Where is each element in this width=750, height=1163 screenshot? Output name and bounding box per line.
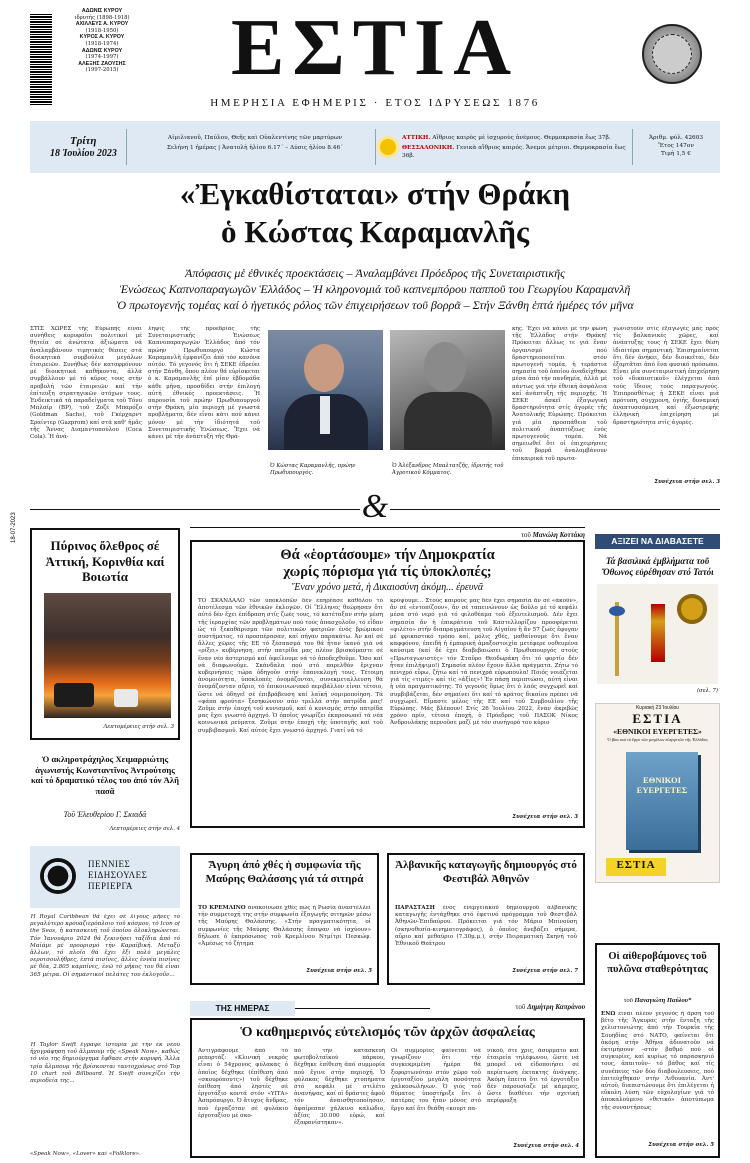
bottom-column-3: Οἱ συμμορίες φαίνεται νά γνωρίζουν ὅτι τήν συγκεκριμένη ἡμέρα θά ξεφορτωνόταν στόν χῶρο τοῦ ἐργοταξίου μεγάλη ποσότητα χαλκοσωλήνων. Ὁ γιός τοῦ θύματος ὑποστήριξε ὅτι ὁ πατέρας του ἦταν μόνος στό ἔργο καί ὅτι θεάθη «κουρτ πα-	[391, 1048, 481, 1112]
founder-name: ΑΔΩΝΙΣ ΚΥΡΟΥ	[81, 8, 123, 14]
founder-years: (1918-1950)	[85, 27, 119, 34]
continued-link[interactable]: Λεπτομέρειες στήν σελ. 4	[109, 826, 180, 832]
lead-word: ΤΟ ΚΡΕΜΛΙΝΟ	[198, 905, 246, 911]
short-news-item: «Speak Now», «Lover» καί «Folklore».	[30, 1151, 141, 1157]
short-news-item: Ἡ Taylor Swift ἔγραψε ἱστορία μέ τήν ἐκ νέου ἠχογράφηση τοῦ ἄλμπουμ τῆς «Speak Now», καθώς τό νέο της δημιούργημα ἔφθασε στήν κορυφή. Ἄλλα τρία ἄλμπουμ τῆς βρίσκονται ταυτοχρόνως στό Top 10 chart τοῦ Billboard. Ἡ Swift συνεχίζει τήν περιοδεία της...	[30, 1042, 180, 1085]
continued-link[interactable]: Συνέχεια στήν σελ. 4	[513, 1143, 579, 1149]
bottom-column-2: πό τήν κατασκευή φωτοβολταϊκού πάρκου, δέχθηκε ἐπίθεση ἀπό συμμορία πού ἔγινε στήν περιοχή. Ὁ φύλακας δέχθηκε χτυπήματα στό κεφάλι μέ στιλέτο ἀνανήψας, καί οἱ δράστες ἀφοῦ τόν ἀναισθητοποίησαν, ἀφαίρεσαν χάλκινο καλώδιο, ἀξίας 30.000 εὐρώ, καί ἐξαφανίστηκαν».	[294, 1048, 385, 1127]
continued-link[interactable]: Συνέχεια στήν σελ. 3	[512, 814, 578, 820]
continued-link[interactable]: Συνέχεια στήν σελ. 5	[648, 1142, 714, 1148]
attica-label: ΑΤΤΙΚΗ.	[402, 135, 431, 141]
founder-name: ΑΛΕΞΗΣ ΖΑΟΥΣΗΣ	[78, 60, 126, 67]
byline: Μανώλη Κοττάκη	[532, 531, 585, 539]
story-title[interactable]: Ὁ ακληροτράχηλος Χειμαρριώτης ἀγωνιστής Κωνσταντῖνος Ἀντρούτσης καί τό δραματικό τέλος του ἀπό τόν Ἀλῆ πασᾶ	[31, 754, 179, 796]
lead-subhead: Ἑνώσεως Καπνοπαραγωγῶν Ἑλλάδος – Ἡ κληρονομιά τοῦ καπνεμπόρου παπποῦ του Γεωργίου Καραμανλῆ	[119, 282, 631, 296]
center-column-1: ΤΟ ΣΚΑΝΔΑΛΟ τῶν ὑποκλοπῶν δέν ἐπηρέασε καθόλου τό ἀποτέλεσμα τῶν ἐθνικῶν ἐκλογῶν. Οἱ Ἕλληνες θεώρησαν ὅτι αὐτό δέν ἔχει ἐπίδραση στίς ζωές τους, τό κατέταξαν στήν μέση τῆς ἱεραρχίας τῶν προβλημάτων πού τούς ἀπασχολοῦν, τό εἶδαν ὡς τό ξεκαθάρισμα τῶν πολιτικῶν φατριῶν ἑνός βρώμικου συστήματος, τό προσπέρασαν, καί πήγαν παρακάτω. Ἀν καί σέ ἄλλες χῶρες τῆς ΕΕ τό ξέσπασμά του θά ἦταν ἱκανό γιά νά «ρίξει» κυβέρνηση, στήν πατρίδα μας πλέον βρισκόμαστε σέ ἕναν νέο ἀστερισμό καί ὀφείλουμε νά τό ἀποδεχθοῦμε. Ὅσο καί νά διαφωνοῦμε. Σκάνδαλα πού στό παρελθόν ἔριχναν κυβερνήσεις τώρα ὁδηγοῦν στήν ἐπανεκλογή τους. Τέτοιμη ἀνομοιότητα, ὑποκλοπές ὀνομάζονται, συνεκμεταλλευση θά ὀνομάζονταν αὔριο, τό ἐπικοινωνιακό περιβάλλον εἶναι τέτοιο, ὥστε νά ὁδηγεῖ σέ ἐπιβράβευση καί λαϊκή νομιμοποίηση. Τά «φάπα φρούτα» ξεσηκώνουν σάν τρελλά στήν πατρίδα μας! Ζοῦμε στήν ἐποχή τοῦ κυνισμοῦ, καί ὁ κυνισμός στήν πατρίδα μας ἔχει γνωστό ἀρχηγό. Ὁ ὁποῖος γνωρίζει ἐκπροσωπεῖ τά νέα κοινωνικά ρεύματα. Ζοῦμε στήν ἐποχή τῆς ὑποταγῆς καί τοῦ συμβιβασμοῦ. Καί αὐτός ἔχει γνωστό ἀρχηγό. Γιατί νά τό	[198, 598, 383, 734]
story-byline: Τοῦ Ἐλευθερίου Γ. Σκιαδᾶ	[63, 810, 147, 819]
continued-link[interactable]: Λεπτομέρειες στήν σελ. 3	[103, 724, 174, 730]
lead-subhead: Ὁ πρωτογενής τομέας καί ὁ ἡγετικός ρόλος τῶν ἐπιχειρήσεων τοῦ βορρᾶ – Στήν Ξάνθη ἑπτά ἡμέρες τόν μῆνα	[116, 298, 634, 312]
founder-years: (1997-2015)	[85, 67, 119, 74]
founder-name: ΑΔΩΝΙΣ ΚΥΡΟΥ	[81, 47, 123, 54]
short-news-item: Ἡ Royal Caribbean θά ἔχει σέ λίγους μῆνες τό μεγαλύτερο κρουαζιερόπλοιο τοῦ κόσμου, τό Icon of the Seas, ἡ κατασκευή τοῦ ὁποίου ὁλοκληρώνεται. Τόν Ἰανουάριο 2024 θά ξεκινήσει ταξίδια ἀπό τό Μαϊάμι μέ προορισμό τήν Καραϊβική. Μεταξύ ἄλλων, τό πλοῖο θά ἔχει ἕξι πολύ μεγάλες νεροτσουλήθρες, ἑπτά πισίνες, ἄλλες ἑννέα πισίνες μέ θέα, 2.805 καμπίνες, ἐνῶ τό μῆκος του θά εἶναι 365 μέτρα. Οἱ σημαντικοί πελάτες του ἐκλογοῦν...	[30, 914, 180, 978]
barcode	[30, 14, 52, 106]
lead-subhead: Ἀπόφασις μὲ ἐθνικές προεκτάσεις – Ἀναλαμβάνει Πρόεδρος τῆς Συνεταιριστικῆς	[185, 266, 565, 280]
issue-date: 18 Ἰουλίου 2023	[50, 148, 117, 159]
star-icon	[40, 858, 76, 894]
attica-weather: Αἴθριος καιρὸς μὲ ἰσχυροὺς ἀνέμους. Θερμοκρασία ἕως 37β.	[432, 135, 611, 141]
page-reference[interactable]: (σελ. 7)	[696, 688, 718, 694]
founder-name: ΚΥΡΟΣ Α. ΚΥΡΟΥ	[79, 34, 125, 41]
short-news-box	[30, 846, 180, 908]
lead-word: ΠΑΡΑΣΤΑΣΗ	[395, 905, 435, 911]
book-cover[interactable]	[626, 752, 698, 850]
lead-column-1: ΣΤΙΣ ΧΩΡΕΣ τῆς Εὐρώπης εἶναι συνήθεις κορυφαῖοι πολιτικοί μέ θητεία σέ ἀνώτατα ἀξιώματα νά ἀναλαμβάνουν τιμητικές θέσεις στά διοικητικά συμβούλια μεγάλων ἑταιρειῶν. Συνήθως δέν καταφρόνουν μέ διοικητικά καθήκοντα, ἀλλά συμβάλλουν μέ τό κῦρος τους στήν προβολή τῶν ἑταιρειῶν καί τήν ἐπίτευξη στρατηγικῶν στόχων τους. Ἐνδεικτικά τά παραδείγματα τοῦ Τόνυ Μπλαίρ (BP), τοῦ Ζοζέ Μπαρόζο (Goldman Sachs), τοῦ Γκέρχαρντ Σραίντερ (Gazprom) καί στά καθ' ἡμᾶς τῆς Ἄννας Διαμαντοπούλου (Coca Cola). Ἡ ἀνά-	[30, 326, 142, 441]
black-sea-title[interactable]: Ἄγυρη ἀπό χθές ἡ συμφωνία τῆς Μαύρης Θαλάσσης γιά τά σιτηρά	[205, 859, 364, 885]
festival-title[interactable]: Ἀλβανικῆς καταγωγῆς δημιουργός στό Φεστιβάλ Ἀθηνῶν	[395, 859, 577, 885]
festival-body: ἑνός ἐνεργειακοῦ δημιουργοῦ ἀλβανικῆς καταγωγῆς ἐντάχθηκε στό ἐφετινό πρόγραμμα τοῦ Φεστιβάλ Ἀθηνῶν-Ἐπιδαύρου. Πρόκειται γιά τόν Μάριο Μπινούση (σκηνοθεσία-κινηματογράφος), ὁ ὁποῖος ἀνεβάζει σήμερα, αὔριο καί μεθαύριο (7.30μ.μ.), στήν Πειραματική Σκηνή τοῦ Ἐθνικοῦ Θεάτρου	[395, 905, 577, 948]
short-news-title: ΠΕΝΝΙΕΣ ΕΙΔΗΣΟΥΛΕΣ ΠΕΡΙΕΡΓΑ	[88, 859, 148, 891]
thessaloniki-weather: Γενικὰ αἴθριος καιρός. Ἄνεμοι μέτριοι. Θερμοκρασία ἕως 36β.	[402, 145, 626, 159]
fire-title[interactable]: Πύρινος ὄλεθρος σέ Ἀττική, Κορινθία καί Βοιωτία	[45, 538, 165, 584]
recommend-title[interactable]: Τά βασιλικά ἐμβλήματα τοῦ Ὄθωνος εὑρέθησαν στό Τατόι	[601, 556, 714, 577]
center-column-2: κρύψουμε... Στούς καιρούς μας δέν ἔχει σημασία ἄν σέ «ἀκοῦν», ἄν σέ «ἐντοπίζουν», ἄν σέ ταπεινώνουν ὡς δοῦλο μέ τό κεφάλι μέσα στό νερό γιά τό φιλοθέαμα τοῦ ἐξευτελισμοῦ. Δέν ἔχει σημασία ἄν ἡ ἐπικράτεια τοῦ Καστελλορίζου προσφέρεται «φιλέτο» στήν διαπραγμάτευση τοῦ Αἰγαίου ἤ ἄν 57 ζωές ἔφυγαν μέ φρικαστικό τρόπο καί, μόλις χθές, μαθαίνουμε ὅτι ἕναν καφφόνου, ἐπειδή ἡ ἐμπορική ἀμαξοστοιχία μετέφερε νοθευμένα καύσιμα (καί δέ ἐχει διαβεβαιώσει ὁ Πρωθυπουργός στούς «Πρωταγωνιστές» τόν Σταῦρο Θεοδωράκη ὅτι τό φορτίο δέν ἦταν ἐπιλήψιμο!) Σημασία πλέον ἔχουν ἄλλα πράγματα. Ζήτω τό πενιχρό εὖρω, ζήτω καί τά πενιχρά εὐρωπουλα! Ποιός νοιάζεται γιά τίς «τιμές» καί τίς «ἀξίες»! Ἐν πάσῃ περιπτώσει, αὐτή εἶναι ἡ νέα πραγματικότης. Τό γεγονός ὅμως ὅτι ὁ λαός συγχωρεῖ καί συμβιβάζεται, δέν σημαίνει ὅτι καί τό κράτος δικαίου πρέπει νά συγχωρεῖ. Εἴμαστε μέλος τῆς ΕΕ καί τοῦ Συμβουλίου τῆς Εὐρώπης. Μάς βλέπουν! Στίς 26 Ἰουλίου 2022, ἕναν ἀκριβῶς χρόνο πρίν, τέτοια ἐποχή, ὁ Πρόεδρος τοῦ ΠΑΣΟΚ Νίκος Ἀνδρουλάκης περνοῦσε μαζί μέ τόν συνήγορό του κύριο	[390, 598, 578, 727]
price: Τιμὴ 1,5 €	[661, 151, 691, 157]
photo-caption: Ὁ Κώστας Καραμανλῆς, πρώην Πρωθυπουργός.	[270, 463, 356, 476]
center-subtitle: Ἕναν χρόνο μετά, ἡ Δικαιοσύνη ἀκόμη... ἐρευνᾶ	[291, 582, 484, 593]
founder-role: ιδρυτής	[74, 14, 96, 21]
bottom-column-4: νικοῦ, ὅτε χρις, ἄσυρματο καί ἑταιρεία τηλέφωνου, ὥστε νά μπορεῖ νά εἰδοποιήσει σέ περίπτωση ἐκτακτης ἀνάγκης. Ἀκόμη ἔπειτα ὅτι τό ἐργοτάξιο δέν παρουσίαζε μέ κάμερες, ὥστε διαθέτει τήν σχετική περίφραξη	[487, 1048, 579, 1105]
byline: Δημήτρη Καπράνου	[527, 1003, 585, 1011]
founders-list	[62, 8, 142, 74]
weekday: Τρίτη	[70, 135, 97, 147]
promo-title: «ΕΘΝΙΚΟΙ ΕΥΕΡΓΕΤΕΣ»	[613, 727, 702, 736]
promo-date: Κυριακή 23 Ἰουλίου	[635, 705, 680, 711]
founder-years: (1918-1974)	[85, 40, 119, 47]
recommend-header: ΑΞΙΖΕΙ ΝΑ ΔΙΑΒΑΣΕΤΕ	[595, 534, 720, 549]
byline-prefix: τοῦ	[515, 1003, 526, 1011]
fire-photo	[44, 593, 171, 718]
byline-prefix: τοῦ	[623, 997, 633, 1004]
promo-description: Ὁ βίος καί τό ἔργο τῶν μεγάλων εὐεργετῶν τῆς Ἑλλάδος	[607, 737, 708, 742]
info-bar	[30, 121, 720, 173]
karamanlis-photo	[268, 330, 383, 450]
founder-years: (1898-1918)	[96, 14, 130, 21]
newspaper-logo: ΕΣΤΙΑ	[231, 4, 519, 92]
continued-link[interactable]: Συνέχεια στήν σελ. 3	[654, 479, 720, 485]
section-label: ΤΗΣ ΗΜΕΡΑΣ	[190, 1001, 295, 1016]
lead-column-4: γωνιστοῦν στίς ἐξαγωγές μας πρός τίς βαλκανικές χῶρες, καί ἀνάπτυξης τους ἡ ΣΕΚΕ ἔχει θέση ἰδιαιτέρα σημαντική. Ἐπισημαίνεται ὅτι δέν ἀνήκει, δέν διοικεῖται, δέν ἐξαρτᾶται ἀπό ἕνα φυσικό πρόσωπο. Εἶναι μία συνεταιριστική ἐπιχείρηση τοῦ «δικαιοτικοῦ» ἐλέγχεται ἀπό τούς ἴδιους τούς παραγωγούς. Ἐπιπροσθέτως ἡ ΣΕΚΕ εἶναι μιά πρότυπη, σύγχρονη, ὑγιής, δυναμική ἀναπτυσσόμενη καί ἐξωστρεφής ἑλληνική ἐπιχείρηση μέ δραστηριότητα στίς ἀγορές.	[613, 326, 719, 426]
right-story-body: εἶναι πλέον γεγονός ἡ ἄρση τοῦ βέτο τῆς Ἄγκυρας στήν ἔνταξη τῆς χελιστονιώτης ἀπό τήν Τουρκία τῆς Σουηδίας στό ΝΑΤΟ, φαίνεται ὅτι ἀκόμη στήν Ἀθήνα ἀδυνατοῦν νά ἐκτιμήσουν –στόν βαθμό πού οἱ συγκυρίες, καί κυρίως τό παρασκηνιό τους, ἀπαιτοῦν– τό βάθος καί τίς συνέπειες τῶν δύο διαβουλευσεις, πού ἐπιτεύχθηκαν στήν Λιθουανία. Ἀντ' αὐτοῦ, διαπιστώνουμε ὅτι ἐπιλέγεται ἡ εὔκολη λύση τῶν εὐχολογίων γιά τό ἀποκαλούμενο «θετικό» ἀποτύπωμα τῆς συναντήσεως	[601, 1011, 714, 1111]
byline: Παναγιώτη Παύλου*	[634, 997, 692, 1004]
bottom-story-title[interactable]: Ὁ καθημερινός εὐτελισμός τῶν ἀρχῶν ἀσφαλείας	[240, 1025, 535, 1040]
continued-link[interactable]: Συνέχεια στήν σελ. 7	[512, 968, 578, 974]
right-story-title[interactable]: Οἱ αἰθεροβάμονες τοῦ πυλῶνα σταθερότητας	[607, 951, 708, 975]
publication-year: Ἔτος 147ον	[658, 143, 694, 149]
saints-of-day: Αἰμιλιανοῦ, Παύλου, Θεῆς καὶ Οὐαλεντίνης τῶν μαρτύρων	[167, 135, 343, 141]
seal-icon	[642, 24, 702, 84]
promo-logo: ΕΣΤΙΑ	[632, 711, 683, 726]
black-sea-body: ἀνακοίνωσε χθές πώς ἡ Ρωσία ἀναστέλλει τήν συμμετοχή της στήν συμφωνία ἐξαγωγῆς σιτηρῶν μέσω τῆς Μαύρης Θαλάσσης. «Στήν πραγματικότητα, οἱ συμφωνίες τῆς Μαύρης Θαλάσσης ἔπαψαν νά ἰσχύουν» δήλωσε ὁ ἐκπρόσωπος τοῦ Κρεμλίνου Ντμίτρι Πεσκώφ. «Ἀμέσως τό ζήτημα	[198, 905, 371, 948]
byline-prefix: τοῦ	[521, 531, 531, 539]
founder-name: ΑΧΙΛΛΕΥΣ Α. ΚΥΡΟΥ	[75, 21, 129, 28]
continued-link[interactable]: Συνέχεια στήν σελ. 5	[306, 968, 372, 974]
photo-caption: Ὁ Ἀλέξανδρος Μπαλτατζῆς, ἱδρυτής τοῦ Ἀγροτικοῦ Κόμματος.	[392, 463, 504, 476]
center-title-line2[interactable]: χωρίς πόρισμα γιά τίς ὑποκλοπές;	[283, 564, 492, 580]
book-title: ΕΘΝΙΚΟΙ ΕΥΕΡΓΕΤΕΣ	[636, 775, 688, 795]
side-date: 18-07-2023	[11, 512, 17, 543]
center-title-line1[interactable]: Θά «ἑορτάσουμε» τήν Δημοκρατία	[280, 547, 495, 563]
regalia-photo	[597, 584, 718, 684]
lead-word: ΕΝΩ	[601, 1011, 616, 1017]
bottom-column-1: Ἀντιγράφουμε ἀπό τό ρεπορτάζ: «Κλινική νεκρός εἶναι ὁ 54χρονος φύλακας ὁ ὁποῖος δέχθηκε (ἐπίθεση ἀπό «σκουρόπουτς») τοῦ δέχθηκε ἐπίθεση ἀπό ληστές σέ ἐργοτάξιο κοντά στόν «ΥΙΤΑ» Ἀσπρόπυργο. Ὁ ἄτυχος ἄνδρας, πού ἐργαζόταν σέ φυλάκιο ἐργοταξίου μέ σκο-	[198, 1048, 288, 1119]
lead-column-3: κης. Ἔχει νά κάνει μέ τήν φωνή τῆς Ἑλλάδος στήν Θράκη! Πρόκειται ἄλλως τε γιά ἕναν ὀργανισμό πού δραστηριοποιεῖται στόν πρωτογενῆ τομέα, ἡ τεράστια σημασία τοῦ ὁποίου ἀναδείχθηκε μέσα ἀπό τήν πανδημία, ἀλλά μέ πάντως γιά τήν ἐθνική ἀσφάλεια καί ἀνάπτυξη τῆς περιοχῆς. Ἡ ΣΕΚΕ ἀσκεῖ ἐξαγωγική δραστηριότητα στίς ἀγορές τῆς Ἀνατολικῆς Εὐρώπης. Πρόκειται γιά μία προσπάθεια τοῦ πολιτικοῦ ἀναπτύξεως ἑνός πρωτογενοῦς τομέα. Νά σημειωθεῖ ὅτι οἱ ἐπιχειρήσεις τοῦ βορρᾶ ἀναλαμβάνουν ἐπικαιρικά τοῦ πρωτα-	[512, 326, 607, 462]
lead-headline-line1: «Ἐγκαθίσταται» στήν Θράκη	[179, 176, 571, 211]
issue-number: Ἀριθμ. φύλ. 42603	[648, 135, 704, 141]
baltatzis-photo	[390, 330, 505, 450]
sun-icon	[380, 139, 396, 155]
lead-column-2: ληψις τῆς προεδρίας τῆς Συνεταιριστικῆς Ἑνώσεως Καπνοπαραγωγῶν Ἑλλάδος ἀπό τόν πρώην Πρωθυπουργό Κώστα Καραμανλῆ ἐμφανίζει ἀπό τόν κανόνα αὐτόν. Τό γεγονός ὅτι ἡ ΣΕΚΕ ἑδρεύει στήν Ξάνθη, ὅπου πλέον θά εὑρίσκεται ὁ κ. Καραμανλῆς ἐπί μίαν ἑβδομάδα κάθε μῆνα, προσδίδει στήν ἐπιλογή αὐτή ἐθνικές προεκτάσεις. Ἡ παρουσία τοῦ πρώην Πρωθυπουργοῦ στήν Θράκη, μία περιοχή μέ γνωστά προβλήματα, δέν εἶναι κάτι πού κάνει μόνον μέ τήν ἰδιότητά τοῦ Συνεταιριστικῆς Ἑνώσεως. Ἔχει νά κάνει μέ τήν ἀνάπτυξη τῆς Θρά-	[148, 326, 260, 441]
founder-years: (1974-1997)	[85, 54, 119, 61]
thessaloniki-label: ΘΕΣΣΑΛΟΝΙΚΗ.	[402, 145, 455, 151]
lead-headline-line2: ὁ Κώστας Καραμανλῆς	[220, 214, 530, 249]
newspaper-subtitle: ΗΜΕΡΗΣΙΑ ΕΦΗΜΕΡΙΣ · ΕΤΟΣ ΙΔΡΥΣΕΩΣ 1876	[210, 97, 540, 109]
promo-footer-logo: ΕΣΤΙΑ	[616, 859, 656, 871]
sun-moon-times: Σελήνη 1 ἡμέρας | Ἀνατολὴ ἡλίου 6.17΄ – Δύσις ἡλίου 8.46΄	[166, 145, 344, 151]
ampersand-divider: &	[361, 488, 389, 525]
